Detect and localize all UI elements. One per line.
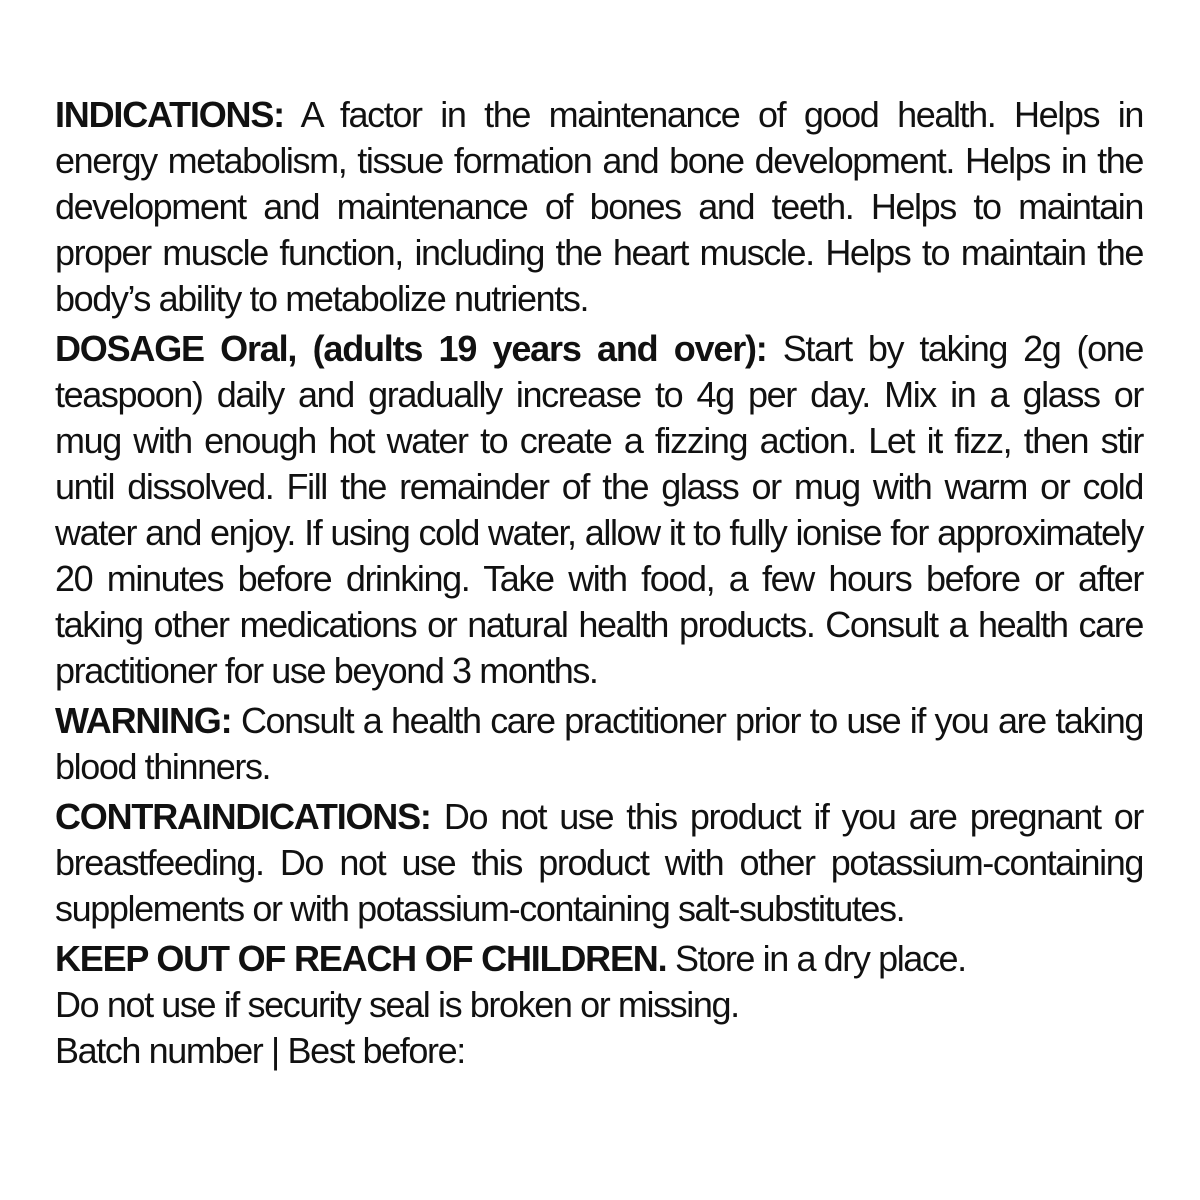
storage-heading: KEEP OUT OF REACH OF CHILDREN. <box>55 938 667 979</box>
storage-section <box>55 936 1143 1074</box>
dosage-heading: DOSAGE Oral, (adults 19 years and over): <box>55 328 767 369</box>
product-label-text <box>55 92 1143 1078</box>
indications-section <box>55 92 1143 322</box>
warning-heading: WARNING: <box>55 700 232 741</box>
indications-text: A factor in the maintenance of good health. Helps in energy metabolism, tissue formation and bone development. Helps in the development and maintenance of bones and teeth. Helps to maintain proper muscle function, including the heart muscle. Helps to maintain the body’s ability to metabolize nutrients. <box>55 94 1143 319</box>
warning-section <box>55 698 1143 790</box>
contraindications-section <box>55 794 1143 932</box>
security-seal-line: Do not use if security seal is broken or missing. <box>55 984 739 1025</box>
indications-heading: INDICATIONS: <box>55 94 284 135</box>
contraindications-text: Do not use this product if you are pregnant or breastfeeding. Do not use this product with other potassium-containing supplements or with potassium-containing salt-substitutes. <box>55 796 1143 929</box>
dosage-section <box>55 326 1143 694</box>
warning-text: Consult a health care practitioner prior to use if you are taking blood thinners. <box>55 700 1143 787</box>
batch-best-before-line: Batch number | Best before: <box>55 1030 465 1071</box>
dosage-text: Start by taking 2g (one teaspoon) daily and gradually increase to 4g per day. Mix in a glass or mug with enough hot water to create a fizzing action. Let it fizz, then stir until dissolved. Fill the remainder of the glass or mug with warm or cold water and enjoy. If using cold water, allow it to fully ionise for approximately 20 minutes before drinking. Take with food, a few hours before or after taking other medications or natural health products. Consult a health care practitioner for use beyond 3 months. <box>55 328 1143 691</box>
contraindications-heading: CONTRAINDICATIONS: <box>55 796 431 837</box>
storage-text: Store in a dry place. <box>674 938 966 979</box>
